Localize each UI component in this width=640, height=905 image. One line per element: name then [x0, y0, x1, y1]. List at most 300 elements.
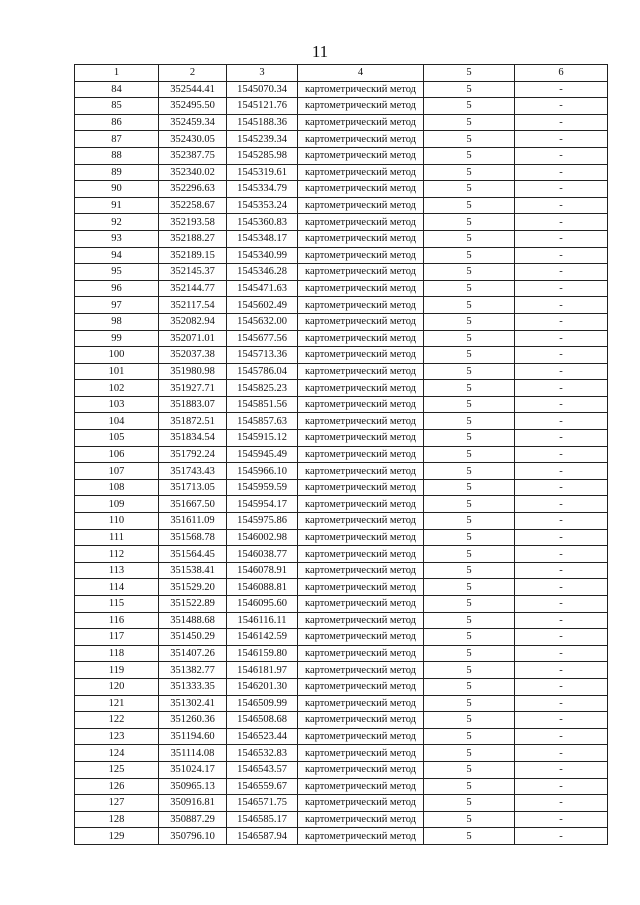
cell-y: 1546038.77 — [227, 546, 298, 563]
cell-accuracy: 5 — [424, 496, 515, 513]
cell-y: 1546142.59 — [227, 629, 298, 646]
cell-description: - — [515, 264, 608, 281]
table-row — [75, 380, 608, 397]
cell-x: 352296.63 — [159, 181, 227, 198]
cell-y: 1546201.30 — [227, 678, 298, 695]
cell-accuracy: 5 — [424, 131, 515, 148]
cell-y: 1546587.94 — [227, 828, 298, 845]
cell-y: 1546078.91 — [227, 562, 298, 579]
cell-point-number: 127 — [75, 795, 159, 812]
cell-x: 352082.94 — [159, 313, 227, 330]
cell-method: картометрический метод — [298, 98, 424, 115]
cell-method: картометрический метод — [298, 745, 424, 762]
cell-point-number: 108 — [75, 479, 159, 496]
cell-accuracy: 5 — [424, 645, 515, 662]
table-header-row — [75, 65, 608, 82]
cell-description: - — [515, 330, 608, 347]
cell-description: - — [515, 546, 608, 563]
cell-x: 352459.34 — [159, 114, 227, 131]
cell-y: 1545786.04 — [227, 363, 298, 380]
cell-description: - — [515, 413, 608, 430]
table-row — [75, 546, 608, 563]
cell-method: картометрический метод — [298, 347, 424, 364]
cell-method: картометрический метод — [298, 297, 424, 314]
cell-y: 1546181.97 — [227, 662, 298, 679]
cell-description: - — [515, 712, 608, 729]
cell-method: картометрический метод — [298, 363, 424, 380]
cell-point-number: 111 — [75, 529, 159, 546]
table-row — [75, 745, 608, 762]
cell-y: 1545353.24 — [227, 197, 298, 214]
cell-point-number: 87 — [75, 131, 159, 148]
cell-description: - — [515, 828, 608, 845]
cell-description: - — [515, 795, 608, 812]
cell-description: - — [515, 197, 608, 214]
cell-method: картометрический метод — [298, 214, 424, 231]
cell-x: 351667.50 — [159, 496, 227, 513]
cell-y: 1545346.28 — [227, 264, 298, 281]
cell-point-number: 107 — [75, 463, 159, 480]
cell-accuracy: 5 — [424, 513, 515, 530]
cell-point-number: 102 — [75, 380, 159, 397]
cell-x: 351407.26 — [159, 645, 227, 662]
cell-x: 351883.07 — [159, 396, 227, 413]
cell-accuracy: 5 — [424, 396, 515, 413]
cell-point-number: 86 — [75, 114, 159, 131]
table-row — [75, 330, 608, 347]
cell-accuracy: 5 — [424, 479, 515, 496]
cell-x: 351872.51 — [159, 413, 227, 430]
cell-method: картометрический метод — [298, 662, 424, 679]
cell-x: 350965.13 — [159, 778, 227, 795]
cell-y: 1545632.00 — [227, 313, 298, 330]
cell-y: 1545825.23 — [227, 380, 298, 397]
cell-x: 352144.77 — [159, 280, 227, 297]
cell-description: - — [515, 347, 608, 364]
table-row — [75, 297, 608, 314]
table-row — [75, 828, 608, 845]
table-row — [75, 230, 608, 247]
cell-accuracy: 5 — [424, 795, 515, 812]
cell-x: 350796.10 — [159, 828, 227, 845]
table-row — [75, 247, 608, 264]
table-row — [75, 479, 608, 496]
cell-accuracy: 5 — [424, 313, 515, 330]
cell-description: - — [515, 131, 608, 148]
cell-accuracy: 5 — [424, 778, 515, 795]
cell-method: картометрический метод — [298, 529, 424, 546]
cell-description: - — [515, 562, 608, 579]
cell-description: - — [515, 98, 608, 115]
cell-method: картометрический метод — [298, 313, 424, 330]
column-header-point-number: 1 — [75, 65, 159, 82]
cell-accuracy: 5 — [424, 761, 515, 778]
cell-description: - — [515, 695, 608, 712]
cell-accuracy: 5 — [424, 546, 515, 563]
cell-accuracy: 5 — [424, 214, 515, 231]
cell-method: картометрический метод — [298, 430, 424, 447]
table-row — [75, 280, 608, 297]
cell-y: 1545239.34 — [227, 131, 298, 148]
cell-accuracy: 5 — [424, 612, 515, 629]
cell-point-number: 85 — [75, 98, 159, 115]
cell-method: картометрический метод — [298, 645, 424, 662]
cell-description: - — [515, 778, 608, 795]
cell-point-number: 124 — [75, 745, 159, 762]
cell-y: 1545945.49 — [227, 446, 298, 463]
cell-method: картометрический метод — [298, 380, 424, 397]
cell-accuracy: 5 — [424, 446, 515, 463]
cell-point-number: 103 — [75, 396, 159, 413]
cell-x: 352340.02 — [159, 164, 227, 181]
table-row — [75, 496, 608, 513]
cell-method: картометрический метод — [298, 396, 424, 413]
cell-method: картометрический метод — [298, 678, 424, 695]
cell-y: 1546585.17 — [227, 811, 298, 828]
cell-accuracy: 5 — [424, 596, 515, 613]
cell-method: картометрический метод — [298, 463, 424, 480]
cell-method: картометрический метод — [298, 280, 424, 297]
cell-accuracy: 5 — [424, 297, 515, 314]
cell-accuracy: 5 — [424, 230, 515, 247]
table-row — [75, 662, 608, 679]
table-row — [75, 131, 608, 148]
cell-y: 1545285.98 — [227, 147, 298, 164]
cell-method: картометрический метод — [298, 413, 424, 430]
table-row — [75, 430, 608, 447]
cell-method: картометрический метод — [298, 330, 424, 347]
table-row — [75, 147, 608, 164]
cell-x: 350887.29 — [159, 811, 227, 828]
cell-x: 351568.78 — [159, 529, 227, 546]
cell-x: 351927.71 — [159, 380, 227, 397]
table-row — [75, 197, 608, 214]
cell-point-number: 95 — [75, 264, 159, 281]
cell-y: 1546508.68 — [227, 712, 298, 729]
cell-x: 351194.60 — [159, 728, 227, 745]
cell-description: - — [515, 313, 608, 330]
cell-method: картометрический метод — [298, 795, 424, 812]
cell-point-number: 91 — [75, 197, 159, 214]
table-row — [75, 396, 608, 413]
table-row — [75, 596, 608, 613]
cell-point-number: 89 — [75, 164, 159, 181]
cell-x: 351260.36 — [159, 712, 227, 729]
table-row — [75, 529, 608, 546]
table-row — [75, 612, 608, 629]
cell-accuracy: 5 — [424, 463, 515, 480]
table-row — [75, 579, 608, 596]
cell-method: картометрический метод — [298, 546, 424, 563]
table-row — [75, 645, 608, 662]
cell-method: картометрический метод — [298, 247, 424, 264]
cell-x: 351024.17 — [159, 761, 227, 778]
table-row — [75, 463, 608, 480]
table-row — [75, 81, 608, 98]
cell-description: - — [515, 761, 608, 778]
cell-x: 351980.98 — [159, 363, 227, 380]
cell-accuracy: 5 — [424, 811, 515, 828]
cell-y: 1545966.10 — [227, 463, 298, 480]
cell-accuracy: 5 — [424, 264, 515, 281]
cell-point-number: 93 — [75, 230, 159, 247]
coordinates-table — [74, 64, 608, 845]
cell-description: - — [515, 678, 608, 695]
cell-method: картометрический метод — [298, 612, 424, 629]
cell-y: 1546002.98 — [227, 529, 298, 546]
cell-description: - — [515, 596, 608, 613]
cell-y: 1545360.83 — [227, 214, 298, 231]
table-row — [75, 413, 608, 430]
cell-accuracy: 5 — [424, 114, 515, 131]
table-row — [75, 712, 608, 729]
cell-point-number: 120 — [75, 678, 159, 695]
cell-accuracy: 5 — [424, 280, 515, 297]
cell-x: 351382.77 — [159, 662, 227, 679]
cell-x: 352189.15 — [159, 247, 227, 264]
cell-y: 1546571.75 — [227, 795, 298, 812]
cell-method: картометрический метод — [298, 230, 424, 247]
cell-description: - — [515, 745, 608, 762]
cell-accuracy: 5 — [424, 164, 515, 181]
table-row — [75, 513, 608, 530]
cell-method: картометрический метод — [298, 479, 424, 496]
cell-accuracy: 5 — [424, 562, 515, 579]
cell-description: - — [515, 446, 608, 463]
column-header-accuracy: 5 — [424, 65, 515, 82]
column-header-method: 4 — [298, 65, 424, 82]
cell-method: картометрический метод — [298, 181, 424, 198]
cell-point-number: 115 — [75, 596, 159, 613]
cell-description: - — [515, 463, 608, 480]
cell-y: 1545319.61 — [227, 164, 298, 181]
cell-accuracy: 5 — [424, 662, 515, 679]
page-number: 11 — [311, 42, 329, 61]
cell-point-number: 100 — [75, 347, 159, 364]
cell-x: 352544.41 — [159, 81, 227, 98]
cell-x: 351538.41 — [159, 562, 227, 579]
cell-y: 1545677.56 — [227, 330, 298, 347]
cell-accuracy: 5 — [424, 147, 515, 164]
cell-x: 351529.20 — [159, 579, 227, 596]
cell-x: 352037.38 — [159, 347, 227, 364]
cell-accuracy: 5 — [424, 380, 515, 397]
cell-accuracy: 5 — [424, 629, 515, 646]
cell-accuracy: 5 — [424, 712, 515, 729]
cell-description: - — [515, 230, 608, 247]
cell-accuracy: 5 — [424, 81, 515, 98]
cell-accuracy: 5 — [424, 181, 515, 198]
table-row — [75, 313, 608, 330]
cell-x: 352145.37 — [159, 264, 227, 281]
cell-y: 1545602.49 — [227, 297, 298, 314]
cell-point-number: 97 — [75, 297, 159, 314]
cell-point-number: 116 — [75, 612, 159, 629]
table-row — [75, 446, 608, 463]
cell-method: картометрический метод — [298, 579, 424, 596]
cell-description: - — [515, 513, 608, 530]
table-row — [75, 795, 608, 812]
cell-point-number: 99 — [75, 330, 159, 347]
cell-x: 350916.81 — [159, 795, 227, 812]
cell-x: 351333.35 — [159, 678, 227, 695]
cell-point-number: 118 — [75, 645, 159, 662]
cell-point-number: 117 — [75, 629, 159, 646]
cell-point-number: 109 — [75, 496, 159, 513]
cell-accuracy: 5 — [424, 529, 515, 546]
cell-point-number: 112 — [75, 546, 159, 563]
cell-y: 1545348.17 — [227, 230, 298, 247]
cell-method: картометрический метод — [298, 131, 424, 148]
cell-accuracy: 5 — [424, 678, 515, 695]
cell-method: картометрический метод — [298, 496, 424, 513]
cell-method: картометрический метод — [298, 264, 424, 281]
cell-accuracy: 5 — [424, 363, 515, 380]
cell-accuracy: 5 — [424, 413, 515, 430]
cell-point-number: 94 — [75, 247, 159, 264]
cell-description: - — [515, 363, 608, 380]
cell-description: - — [515, 430, 608, 447]
cell-method: картометрический метод — [298, 164, 424, 181]
cell-y: 1545471.63 — [227, 280, 298, 297]
cell-description: - — [515, 114, 608, 131]
cell-description: - — [515, 164, 608, 181]
table-row — [75, 678, 608, 695]
cell-method: картометрический метод — [298, 513, 424, 530]
cell-point-number: 123 — [75, 728, 159, 745]
cell-y: 1546088.81 — [227, 579, 298, 596]
cell-x: 351488.68 — [159, 612, 227, 629]
cell-x: 351302.41 — [159, 695, 227, 712]
cell-description: - — [515, 496, 608, 513]
cell-description: - — [515, 214, 608, 231]
cell-description: - — [515, 81, 608, 98]
cell-y: 1545334.79 — [227, 181, 298, 198]
cell-point-number: 122 — [75, 712, 159, 729]
cell-x: 352193.58 — [159, 214, 227, 231]
cell-y: 1546095.60 — [227, 596, 298, 613]
cell-x: 351611.09 — [159, 513, 227, 530]
table-row — [75, 728, 608, 745]
cell-method: картометрический метод — [298, 147, 424, 164]
cell-y: 1545188.36 — [227, 114, 298, 131]
cell-method: картометрический метод — [298, 596, 424, 613]
cell-x: 351792.24 — [159, 446, 227, 463]
table-row — [75, 811, 608, 828]
cell-point-number: 104 — [75, 413, 159, 430]
cell-x: 351564.45 — [159, 546, 227, 563]
cell-method: картометрический метод — [298, 695, 424, 712]
column-header-description: 6 — [515, 65, 608, 82]
cell-point-number: 110 — [75, 513, 159, 530]
cell-y: 1545954.17 — [227, 496, 298, 513]
cell-method: картометрический метод — [298, 114, 424, 131]
table-row — [75, 562, 608, 579]
table-body — [75, 81, 608, 844]
cell-description: - — [515, 280, 608, 297]
cell-description: - — [515, 380, 608, 397]
cell-y: 1545915.12 — [227, 430, 298, 447]
cell-accuracy: 5 — [424, 579, 515, 596]
cell-description: - — [515, 579, 608, 596]
cell-description: - — [515, 645, 608, 662]
cell-point-number: 126 — [75, 778, 159, 795]
cell-y: 1546532.83 — [227, 745, 298, 762]
cell-x: 351834.54 — [159, 430, 227, 447]
cell-y: 1545851.56 — [227, 396, 298, 413]
cell-x: 351743.43 — [159, 463, 227, 480]
cell-accuracy: 5 — [424, 330, 515, 347]
cell-accuracy: 5 — [424, 430, 515, 447]
cell-description: - — [515, 811, 608, 828]
cell-point-number: 106 — [75, 446, 159, 463]
cell-method: картометрический метод — [298, 712, 424, 729]
cell-method: картометрический метод — [298, 197, 424, 214]
table-row — [75, 778, 608, 795]
cell-method: картометрический метод — [298, 629, 424, 646]
cell-point-number: 121 — [75, 695, 159, 712]
cell-y: 1545121.76 — [227, 98, 298, 115]
cell-point-number: 125 — [75, 761, 159, 778]
cell-description: - — [515, 529, 608, 546]
table-row — [75, 629, 608, 646]
cell-y: 1546523.44 — [227, 728, 298, 745]
cell-description: - — [515, 396, 608, 413]
table-row — [75, 363, 608, 380]
cell-point-number: 114 — [75, 579, 159, 596]
cell-description: - — [515, 629, 608, 646]
cell-accuracy: 5 — [424, 98, 515, 115]
cell-accuracy: 5 — [424, 728, 515, 745]
cell-y: 1546543.57 — [227, 761, 298, 778]
cell-accuracy: 5 — [424, 695, 515, 712]
column-header-y: 3 — [227, 65, 298, 82]
cell-x: 352258.67 — [159, 197, 227, 214]
cell-point-number: 88 — [75, 147, 159, 164]
cell-description: - — [515, 479, 608, 496]
cell-y: 1545070.34 — [227, 81, 298, 98]
cell-accuracy: 5 — [424, 247, 515, 264]
cell-method: картометрический метод — [298, 828, 424, 845]
cell-method: картометрический метод — [298, 778, 424, 795]
cell-accuracy: 5 — [424, 745, 515, 762]
cell-x: 352117.54 — [159, 297, 227, 314]
cell-method: картометрический метод — [298, 562, 424, 579]
cell-method: картометрический метод — [298, 728, 424, 745]
cell-accuracy: 5 — [424, 828, 515, 845]
cell-y: 1546509.99 — [227, 695, 298, 712]
cell-x: 351450.29 — [159, 629, 227, 646]
cell-point-number: 119 — [75, 662, 159, 679]
cell-y: 1545975.86 — [227, 513, 298, 530]
cell-x: 351522.89 — [159, 596, 227, 613]
cell-y: 1545857.63 — [227, 413, 298, 430]
cell-y: 1545959.59 — [227, 479, 298, 496]
column-header-x: 2 — [159, 65, 227, 82]
cell-accuracy: 5 — [424, 347, 515, 364]
cell-x: 352430.05 — [159, 131, 227, 148]
cell-y: 1546159.80 — [227, 645, 298, 662]
cell-point-number: 129 — [75, 828, 159, 845]
cell-point-number: 101 — [75, 363, 159, 380]
table-row — [75, 347, 608, 364]
cell-y: 1545340.99 — [227, 247, 298, 264]
cell-point-number: 92 — [75, 214, 159, 231]
cell-point-number: 113 — [75, 562, 159, 579]
cell-x: 351713.05 — [159, 479, 227, 496]
cell-description: - — [515, 247, 608, 264]
table-row — [75, 695, 608, 712]
